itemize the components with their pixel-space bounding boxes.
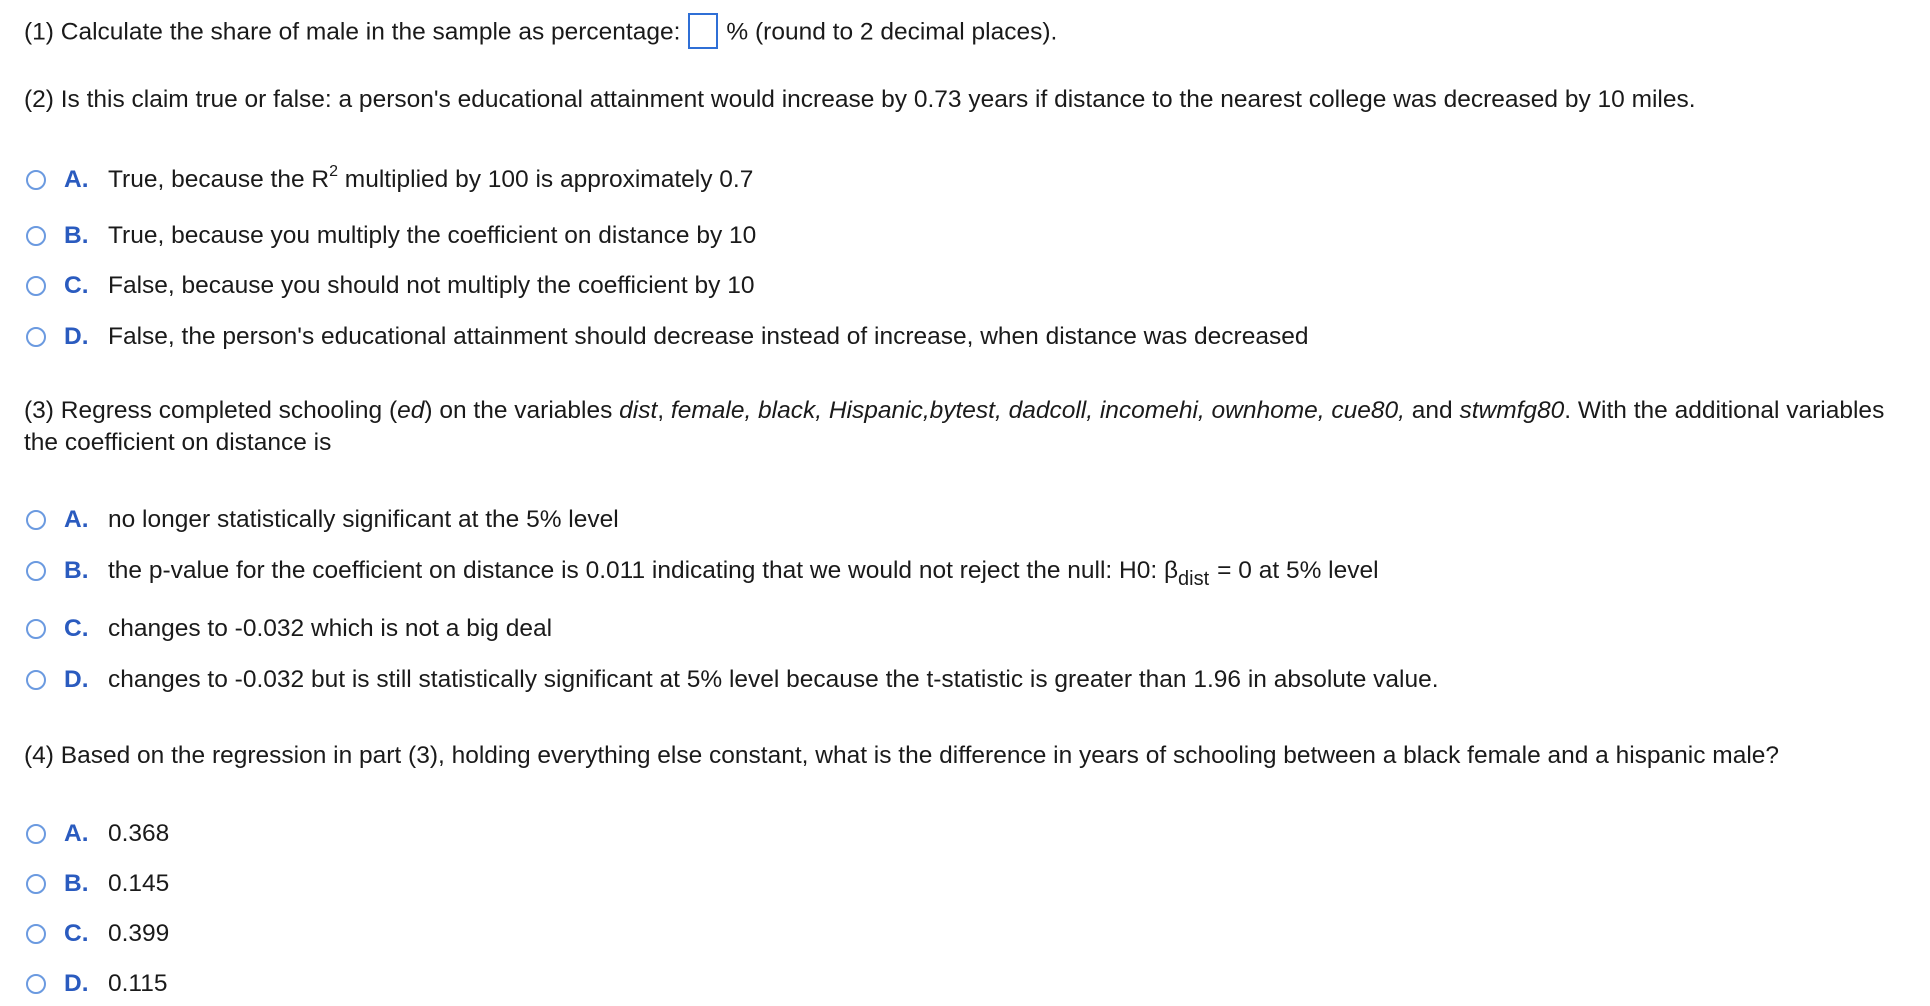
question-2-option-d[interactable] xyxy=(26,320,1308,354)
question-3-option-a[interactable] xyxy=(26,503,619,537)
option-letter: D. xyxy=(64,970,89,998)
question-2-option-c[interactable] xyxy=(26,269,754,303)
option-text: changes to -0.032 but is still statistically significant at 5% level because the t-statistic is greater than 1.96 in absolute value. xyxy=(108,666,1439,694)
subscript: dist xyxy=(1178,568,1210,591)
question-4-option-c[interactable] xyxy=(26,917,169,951)
option-letter: D. xyxy=(64,666,89,694)
radio-button[interactable] xyxy=(26,170,46,190)
option-letter: C. xyxy=(64,272,89,300)
radio-button[interactable] xyxy=(26,619,46,639)
option-letter: A. xyxy=(64,820,89,848)
radio-button[interactable] xyxy=(26,561,46,581)
option-letter: B. xyxy=(64,870,89,898)
superscript: 2 xyxy=(329,163,338,181)
option-text: 0.399 xyxy=(108,920,170,948)
option-letter: B. xyxy=(64,557,89,585)
option-text: the p-value for the coefficient on distance is 0.011 indicating that we would not reject the null: H0: $\beta_{dist} = 0$ at 5% level xyxy=(108,557,1379,591)
option-text: no longer statistically significant at the 5% level xyxy=(108,506,619,534)
radio-button[interactable] xyxy=(26,974,46,994)
option-text: changes to -0.032 which is not a big deal xyxy=(108,615,553,643)
radio-button[interactable] xyxy=(26,276,46,296)
question-3-option-d[interactable] xyxy=(26,663,1439,697)
option-letter: A. xyxy=(64,506,89,534)
option-text: 0.145 xyxy=(108,870,170,898)
question-4-option-b[interactable] xyxy=(26,867,169,901)
option-text: 0.115 xyxy=(108,970,168,998)
question-2-prompt: (2) Is this claim true or false: a person's educational attainment would increase by 0.73 years if distance to the nearest college was decreased by 10 miles. xyxy=(24,86,1696,113)
question-2-option-a[interactable] xyxy=(26,163,753,197)
percentage-answer-input[interactable] xyxy=(688,13,718,49)
option-letter: B. xyxy=(64,222,89,250)
radio-button[interactable] xyxy=(26,327,46,347)
question-4-option-d[interactable] xyxy=(26,967,168,1001)
question-3-option-b[interactable] xyxy=(26,554,1379,591)
question-4-prompt: (4) Based on the regression in part (3), holding everything else constant, what is the difference in years of schooling between a black female and a hispanic male? xyxy=(24,742,1780,769)
question-2-option-b[interactable] xyxy=(26,219,756,253)
question-1 xyxy=(24,15,1900,51)
question-3-prompt: (3) Regress completed schooling (ed) on the variables dist, female, black, Hispanic,bytest, dadcoll, incomehi, ownhome, cue80, and stwmfg80. With the additional variables the coefficient on distance is xyxy=(24,397,1885,456)
radio-button[interactable] xyxy=(26,226,46,246)
option-text: 0.368 xyxy=(108,820,170,848)
option-letter: D. xyxy=(64,323,89,351)
option-letter: C. xyxy=(64,615,89,643)
radio-button[interactable] xyxy=(26,924,46,944)
option-letter: A. xyxy=(64,166,89,194)
question-1-suffix: % (round to 2 decimal places). xyxy=(726,18,1058,46)
radio-button[interactable] xyxy=(26,670,46,690)
radio-button[interactable] xyxy=(26,824,46,844)
radio-button[interactable] xyxy=(26,510,46,530)
question-4-option-a[interactable] xyxy=(26,817,169,851)
option-text: False, the person's educational attainment should decrease instead of increase, when distance was decreased xyxy=(108,323,1309,351)
option-text: True, because the $R^2$ multiplied by 100 is approximately 0.7 xyxy=(108,163,754,194)
question-1-prompt: (1) Calculate the share of male in the sample as percentage: xyxy=(24,18,681,46)
option-text: True, because you multiply the coefficient on distance by 10 xyxy=(108,222,757,250)
option-letter: C. xyxy=(64,920,89,948)
radio-button[interactable] xyxy=(26,874,46,894)
option-text: False, because you should not multiply the coefficient by 10 xyxy=(108,272,755,300)
question-3-option-c[interactable] xyxy=(26,612,552,646)
